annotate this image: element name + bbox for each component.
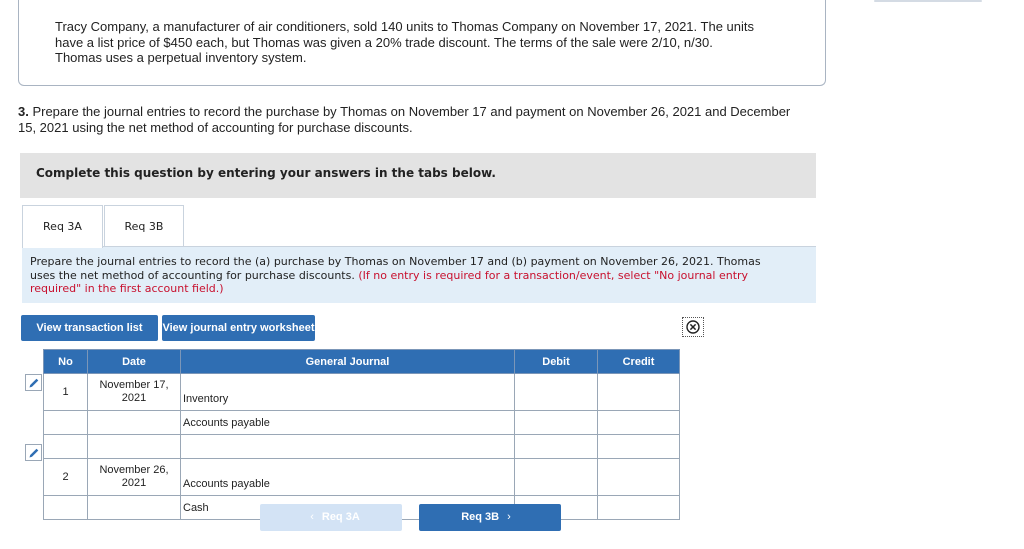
header-debit: Debit xyxy=(515,350,598,374)
header-no: No xyxy=(44,350,88,374)
previous-tab-label: Req 3A xyxy=(321,511,360,523)
question-line-2: 15, 2021 using the net method of accounting for purchase discounts. xyxy=(18,120,413,135)
problem-line-3: Thomas uses a perpetual inventory system. xyxy=(55,50,307,65)
debit-field[interactable] xyxy=(515,411,598,435)
chevron-left-icon: ‹ xyxy=(310,511,314,523)
entry-date xyxy=(88,374,181,411)
table-row xyxy=(44,374,680,411)
view-journal-entry-worksheet-button[interactable]: View journal entry worksheet xyxy=(162,315,315,341)
top-scrollbar-indicator xyxy=(874,0,982,2)
credit-field[interactable] xyxy=(598,435,680,459)
general-journal-table xyxy=(43,349,680,520)
instructions-note: (If no entry is required for a transaction/event, select "No journal entry xyxy=(358,268,749,282)
instruction-banner: Complete this question by entering your answers in the tabs below. xyxy=(20,153,816,198)
edit-entry-1-pencil-icon[interactable] xyxy=(25,374,42,391)
entry-date xyxy=(88,459,181,496)
chevron-right-icon: › xyxy=(507,511,511,523)
entry-date-line-1: November 17, xyxy=(99,379,169,391)
table-row xyxy=(44,459,680,496)
debit-field[interactable] xyxy=(515,374,598,411)
instructions-note-line-2: required" in the first account field.) xyxy=(30,282,224,295)
entry-date-line-2: 2021 xyxy=(121,477,147,489)
next-tab-label: Req 3B xyxy=(461,511,500,523)
problem-line-2: have a list price of $450 each, but Thomas was given a 20% trade discount. The terms of the sale were 2/10, n/30. xyxy=(55,34,713,50)
view-transaction-list-button[interactable]: View transaction list xyxy=(21,315,158,341)
tab-req-3a[interactable]: Req 3A xyxy=(22,205,103,248)
credit-field[interactable] xyxy=(598,374,680,411)
problem-statement xyxy=(55,19,795,66)
edit-entry-2-pencil-icon[interactable] xyxy=(25,444,42,461)
table-row xyxy=(44,435,680,459)
account-field[interactable]: Cash xyxy=(181,496,515,520)
credit-field[interactable] xyxy=(598,411,680,435)
account-field[interactable] xyxy=(181,435,515,459)
table-row xyxy=(44,411,680,435)
instructions-line-2: uses the net method of accounting for purchase discounts. xyxy=(30,268,359,282)
question-line-1: Prepare the journal entries to record the purchase by Thomas on November 17 and payment on November 26, 2021 and December xyxy=(28,104,791,119)
close-icon[interactable] xyxy=(682,317,704,337)
entry-date-line-2: 2021 xyxy=(121,392,147,404)
header-date: Date xyxy=(88,350,181,374)
entry-number: 2 xyxy=(44,459,88,496)
account-field[interactable]: Accounts payable xyxy=(181,459,515,496)
credit-field[interactable] xyxy=(598,496,680,520)
instructions-line-1: Prepare the journal entries to record the (a) purchase by Thomas on November 17 and (b) payment on November 26, 2021. Thomas xyxy=(30,255,761,268)
header-general-journal: General Journal xyxy=(181,350,515,374)
account-field[interactable]: Accounts payable xyxy=(181,411,515,435)
entry-date-line-1: November 26, xyxy=(99,464,169,476)
next-tab-button[interactable] xyxy=(419,504,561,531)
credit-field[interactable] xyxy=(598,459,680,496)
debit-field[interactable] xyxy=(515,459,598,496)
entry-number: 1 xyxy=(44,374,88,411)
previous-tab-button[interactable] xyxy=(260,504,402,531)
problem-line-1: Tracy Company, a manufacturer of air conditioners, sold 140 units to Thomas Company on November 17, 2021. The units xyxy=(55,19,754,34)
tab-req-3b[interactable]: Req 3B xyxy=(104,205,184,247)
header-credit: Credit xyxy=(598,350,680,374)
question-number: 3. xyxy=(18,104,29,119)
question-prompt xyxy=(18,104,838,136)
debit-field[interactable] xyxy=(515,435,598,459)
tab-instructions xyxy=(22,247,816,303)
account-field[interactable]: Inventory xyxy=(181,374,515,411)
